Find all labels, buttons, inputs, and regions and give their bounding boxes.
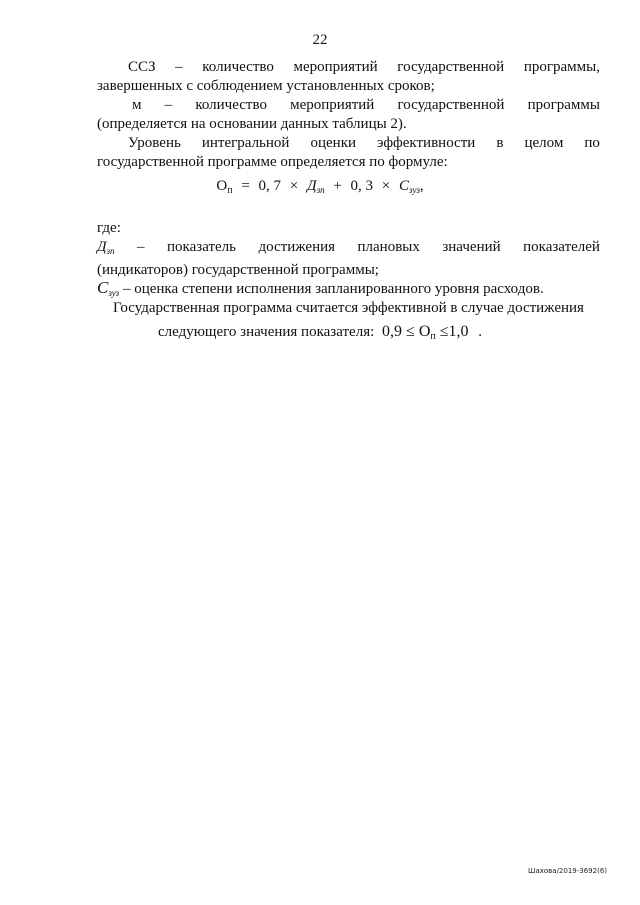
word: мероприятий [293,59,378,75]
word: интегральной [201,135,290,151]
word: государственной [397,97,505,113]
word: плановых [357,239,420,255]
word: показателей [523,239,600,255]
formula-intro-line1 [97,134,600,153]
formula-var-c-sub: зуз [409,185,420,195]
word: Уровень [128,135,181,151]
formula-plus: + [333,178,342,194]
conclusion-end: . [478,324,483,340]
definition-m-line1 [97,96,600,115]
conclusion-text: следующего значения показателя: [157,324,375,340]
term-dash: – [137,239,145,255]
formula-coef1: 0, 7 [258,178,282,194]
term-ssz: ССЗ [128,59,156,75]
word: оценки [310,135,357,151]
symbol-d-main: Д [97,239,107,255]
word: достижения [258,239,336,255]
definition-m-line2: (определяется на основании данных таблицы 2). [97,116,407,132]
formula-coef2: 0, 3 [350,178,374,194]
definition-d-line2: (индикаторов) государственной программы; [97,262,379,278]
word: по [584,135,600,151]
formula-var-d-sub: зп [316,185,325,195]
word: количество [202,59,274,75]
formula-intro [97,134,600,172]
word: мероприятий [290,97,375,113]
word: эффективности [377,135,476,151]
word: в [496,135,504,151]
definition-ssz [97,58,600,96]
symbol-c-main: С [97,278,109,297]
inequality [382,323,468,340]
word: программы [527,97,600,113]
formula-lhs: О [216,178,228,194]
word: количество [195,97,267,113]
formula-times: × [289,178,299,194]
definition-ssz-line1 [97,58,600,77]
formula-var-d: Д [307,178,317,194]
conclusion-line1: Государственная программа считается эффективной в случае достижения [113,300,584,316]
term-m: м [132,97,142,113]
definition-m [97,96,600,134]
formula-end: , [419,178,424,194]
formula-times: × [381,178,391,194]
definition-c-text: – оценка степени исполнения запланированного уровня расходов. [122,281,544,297]
word: показатель [167,239,237,255]
term-dash: – [175,59,183,75]
formula-lhs-sub: п [227,185,233,196]
definition-d-line1 [97,238,600,261]
definition-d [97,238,600,280]
definition-ssz-line2: завершенных с соблюдением установленных сроков; [97,78,435,94]
conclusion-line2 [0,322,640,346]
formula-var-c: С [399,178,410,194]
page-number: 22 [312,32,328,48]
ineq-sub: п [430,331,436,342]
footer-code: Шахова/2019-3692(6) [527,867,607,875]
where-label: где: [97,220,121,236]
ineq-right: ≤1,0 [439,323,469,340]
formula-intro-line2: государственной программе определяется по формуле: [97,154,448,170]
word: целом [524,135,564,151]
word: государственной [397,59,505,75]
word: значений [442,239,501,255]
symbol-d [97,238,115,261]
word: программы, [523,59,600,75]
efficiency-formula [0,178,640,196]
term-dash: – [164,97,173,113]
ineq-left: 0,9 ≤ О [382,323,431,340]
symbol-d-sub: зп [106,246,115,256]
symbol-c-sub: зуз [108,288,120,298]
formula-eq: = [241,178,250,194]
